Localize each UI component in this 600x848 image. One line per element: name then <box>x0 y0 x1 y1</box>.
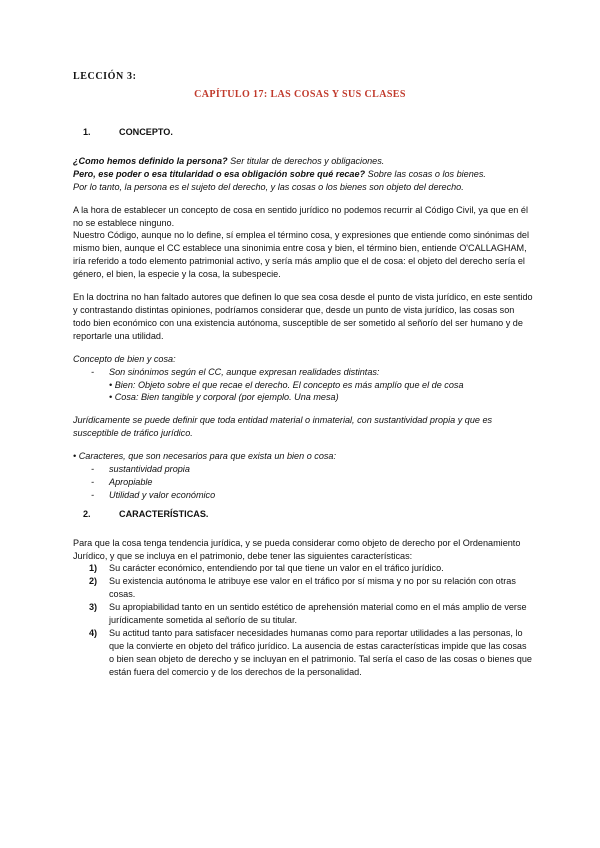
paragraph-juridicamente: Jurídicamente se puede definir que toda entidad material o inmaterial, con sustantividad propia y que es susceptible de tráfico jurídico. <box>73 415 493 439</box>
section-title: CARACTERÍSTICAS. <box>119 508 209 519</box>
intro-answer-2: Sobre las cosas o los bienes. <box>365 168 486 179</box>
document-body <box>73 126 533 679</box>
item-text: Su apropiabilidad tanto en un sentido estético de aprehensión material como en el más amplio de verse jurídicamente sometida al señorío de su titular. <box>109 602 527 626</box>
caracteres-title: • Caracteres, que son necesarios para que exista un bien o cosa: <box>73 451 337 462</box>
paragraph-doctrina: En la doctrina no han faltado autores que definen lo que sea cosa desde el punto de vista jurídico, en este sentido y contrastando distintas opiniones, podríamos considerar que, desde un punto de vista jurídico, las cosas son todo bien económico con una existencia autónoma, susceptible de ser sometido al señorío del ser humano y de reportarle una utilidad. <box>73 292 533 341</box>
item-number: 3) <box>89 602 98 613</box>
section-title: CONCEPTO. <box>119 127 173 137</box>
list-item: • Bien: Objeto sobre el que recae el derecho. El concepto es más amplío que el de cosa <box>109 379 464 390</box>
item-number: 2) <box>89 576 98 587</box>
chapter-title: CAPÍTULO 17: LAS COSAS Y SUS CLASES <box>194 89 406 100</box>
list-item: - Utilidad y valor económico <box>73 489 533 502</box>
section-number: 1. <box>83 127 91 137</box>
item-number: 4) <box>89 628 98 638</box>
list-item: - Apropiable <box>73 476 533 489</box>
intro-question-2: Pero, ese poder o esa titularidad o esa obligación sobre qué recae? <box>73 168 366 179</box>
intro-answer-1: Ser titular de derechos y obligaciones. <box>227 155 385 166</box>
bien-cosa-title: Concepto de bien y cosa: <box>73 353 176 364</box>
item-text: Su existencia autónoma le atribuye ese valor en el tráfico por sí misma y no por su relación con otras cosas. <box>109 576 516 600</box>
section-heading-caracteristicas <box>73 508 533 521</box>
list-item <box>73 575 533 601</box>
list-item <box>73 627 533 679</box>
caracteres-list <box>73 463 533 502</box>
item-number: 1) <box>89 563 98 574</box>
list-item: - Son sinónimos según el CC, aunque expresan realidades distintas: <box>73 366 533 379</box>
section-number: 2. <box>83 508 91 519</box>
caracteristicas-list <box>73 562 533 678</box>
lesson-heading: LECCIÓN 3: <box>73 71 137 82</box>
paragraph-caracteristicas-intro: Para que la cosa tenga tendencia jurídica, y se pueda considerar como objeto de derecho por el Ordenamiento Jurídico, y que se incluya en el patrimonio, debe tener las siguientes características: <box>73 537 521 561</box>
section-heading-concepto <box>73 126 533 139</box>
intro-line-2 <box>73 168 533 181</box>
intro-line-3: Por lo tanto, la persona es el sujeto del derecho, y las cosas o los bienes son objeto del derecho. <box>73 181 464 192</box>
item-text: Su actitud tanto para satisfacer necesidades humanas como para reportar utilidades a las personas, lo que la convierte en objeto del tráfico jurídico. La ausencia de estas características impide que las cosas o bien sean objeto de derecho y se incluyan en el patrimonio. Tal sería el caso de las cosas o bienes que están fuera del comercio y de los derechos de la personalidad. <box>109 628 532 677</box>
intro-question-1: ¿Como hemos definido la persona? <box>73 155 228 166</box>
bien-cosa-list <box>73 366 533 405</box>
list-item <box>73 601 533 627</box>
list-item <box>73 562 533 575</box>
list-item: • Cosa: Bien tangible y corporal (por ejemplo. Una mesa) <box>109 392 339 403</box>
list-item: - sustantividad propia <box>73 463 533 476</box>
paragraph-sinonimia: Nuestro Código, aunque no lo define, sí emplea el término cosa, y expresiones que entiende como sinónimas del mismo bien, aunque el CC establece una sinonimia entre cosa y bien, el término bien, entiende O'CALLAGHAM, iría referido a todo elemento patrimonial activo, y sería más amplio que el de cosa: el objeto del derecho sería el género, el bien, la especie y la cosa, la subespecie. <box>73 230 529 280</box>
paragraph-codigo-civil: A la hora de establecer un concepto de cosa en sentido jurídico no podemos recurrir al Código Civil, ya que en él no se establece ninguno. <box>73 204 528 228</box>
item-text: Su carácter económico, entendiendo por tal que tiene un valor en el tráfico jurídico. <box>109 563 444 574</box>
intro-line-1 <box>73 155 533 168</box>
